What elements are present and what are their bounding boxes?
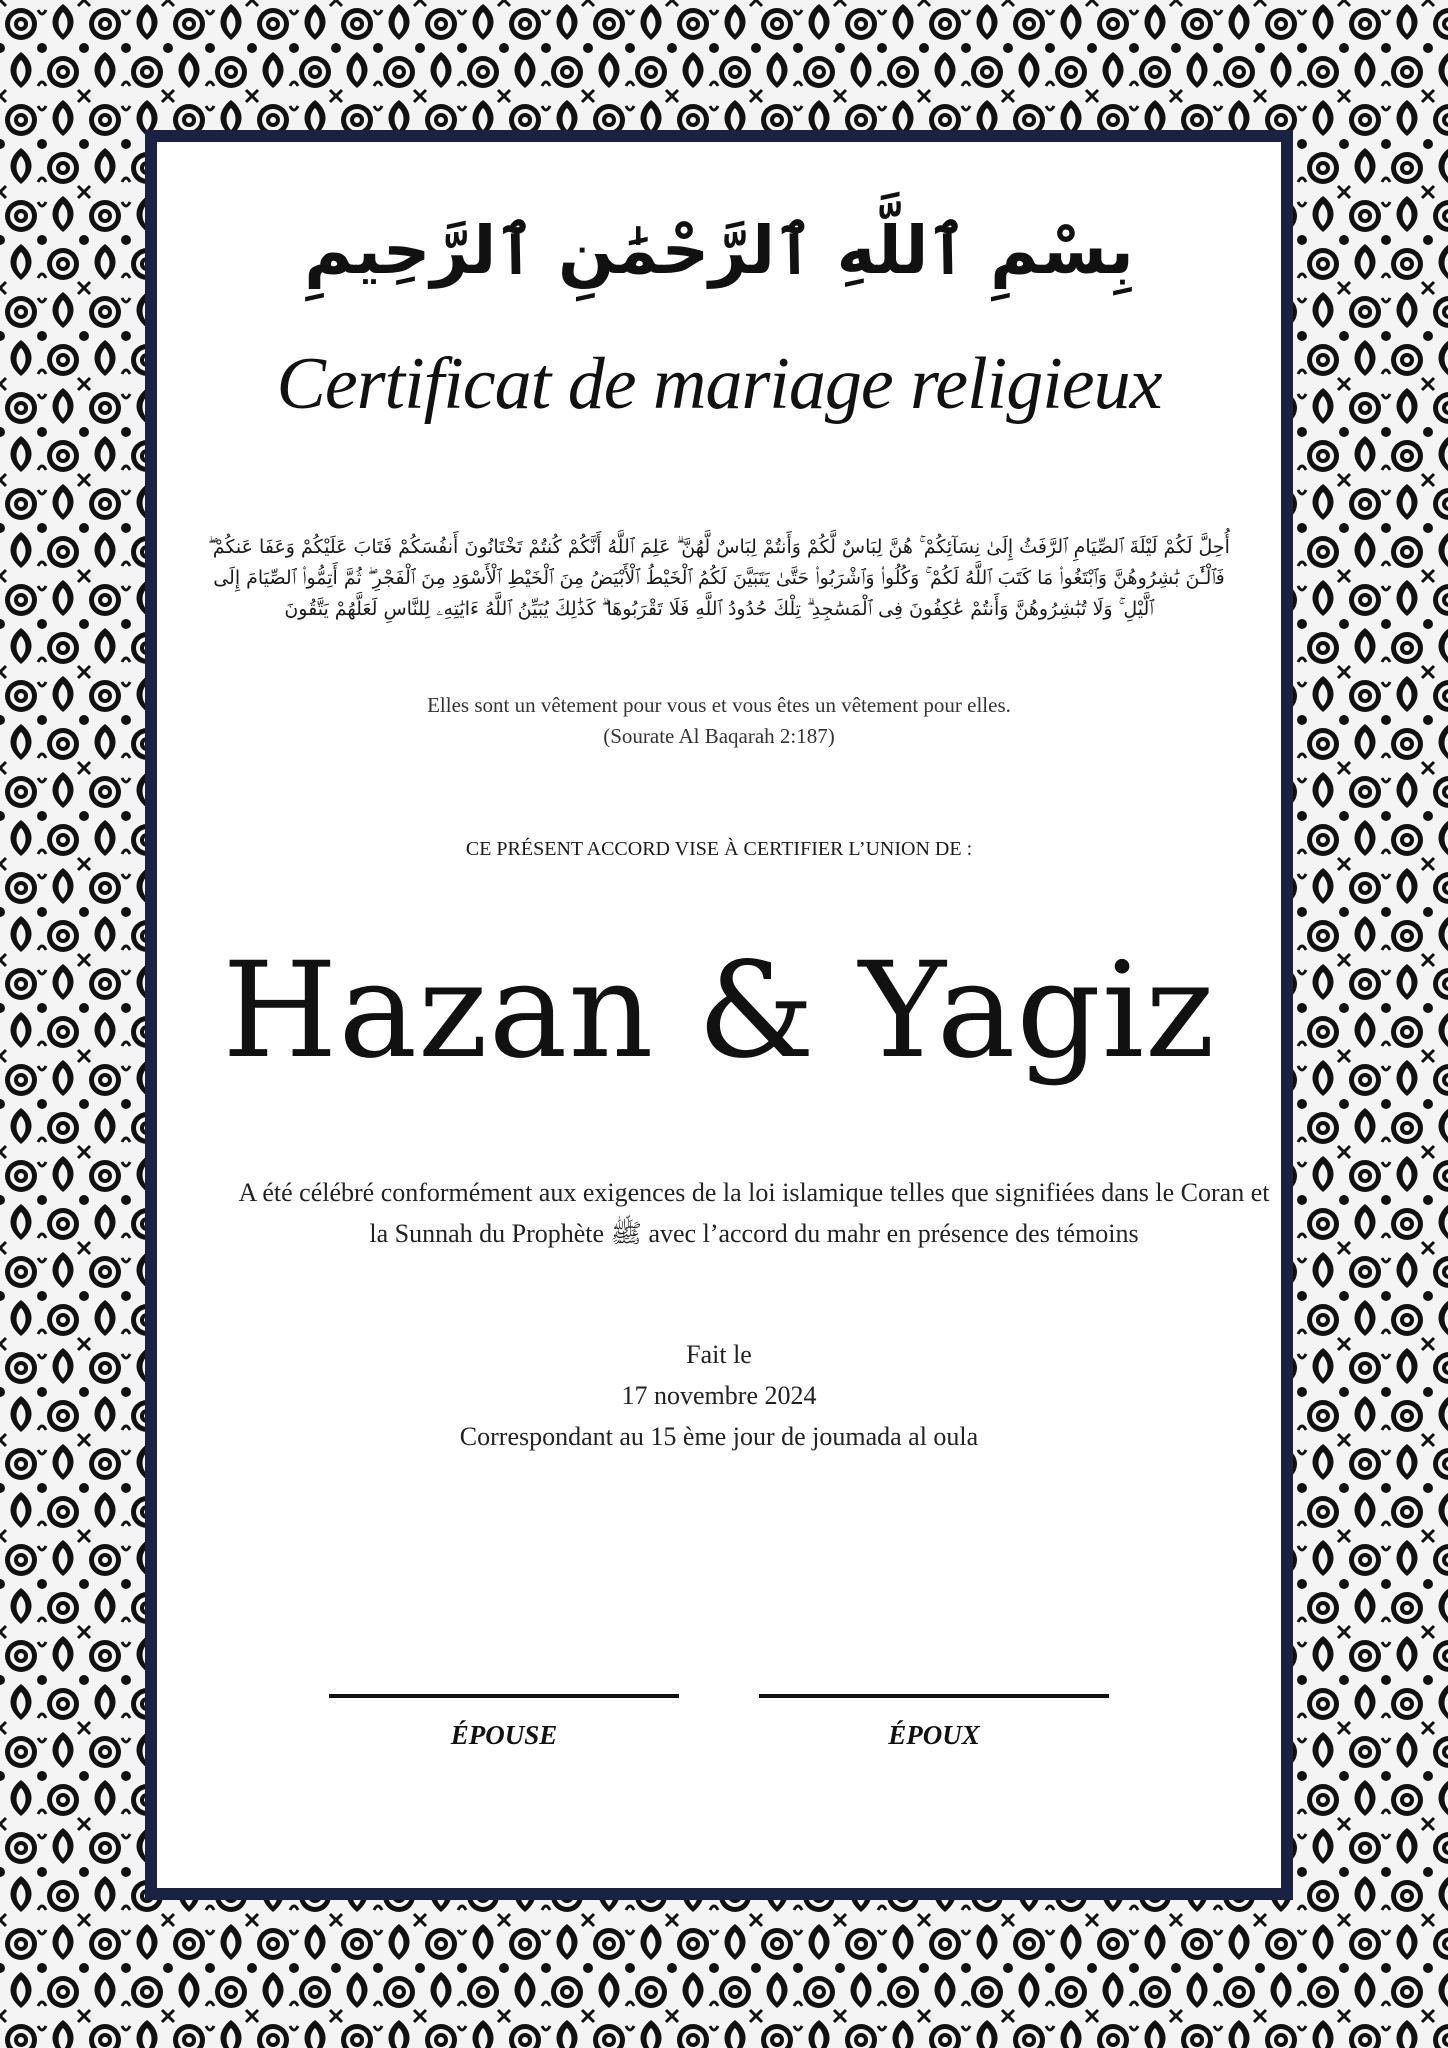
bride-signature-label: ÉPOUSE (450, 1720, 558, 1750)
date-block (157, 1334, 1281, 1457)
certificate-title: Certificat de mariage religieux (276, 343, 1162, 425)
hijri-date: Correspondant au 15 ème jour de joumada al oula (459, 1422, 979, 1451)
ceremony-statement: A été célébré conformément aux exigences de la loi islamique telles que signifiées dans le Coran et la Sunnah du Prophète ﷺ avec l’accord du mahr en présence des témoins (238, 1178, 1270, 1248)
quran-verse-translation-block (157, 690, 1281, 752)
couple-names: Hazan & Yagiz (222, 934, 1216, 1088)
verse-translation: Elles sont un vêtement pour vous et vous êtes un vêtement pour elles. (427, 693, 1011, 717)
certificate-frame (145, 130, 1293, 1900)
groom-signature (759, 1694, 1109, 1751)
bride-signature-line (329, 1694, 679, 1698)
basmala-calligraphy: بِسْمِ ٱللَّهِ ٱلرَّحْمَٰنِ ٱلرَّحِيمِ (304, 212, 1134, 289)
union-lead-text: CE PRÉSENT ACCORD VISE À CERTIFIER L’UNION DE : (465, 838, 973, 860)
groom-signature-line (759, 1694, 1109, 1698)
gregorian-date: 17 novembre 2024 (621, 1381, 817, 1410)
verse-reference: (Sourate Al Baqarah 2:187) (603, 724, 835, 748)
bride-signature (329, 1694, 679, 1751)
groom-signature-label: ÉPOUX (888, 1720, 980, 1750)
quran-verse-arabic: أُحِلَّ لَكُمْ لَيْلَةَ ٱلصِّيَامِ ٱلرَّفَثُ إِلَىٰ نِسَآئِكُمْ ۚ هُنَّ لِبَاسٌ لَّكُمْ وَأَنتُمْ لِبَاسٌ لَّهُنَّ ۗ عَلِمَ ٱللَّهُ أَنَّكُمْ كُنتُمْ تَخْتَانُونَ أَنفُسَكُمْ فَتَابَ عَلَيْكُمْ وَعَفَا عَنكُمْ ۖ فَٱلْـَٰٔنَ بَٰشِرُوهُنَّ وَٱبْتَغُوا۟ مَا كَتَبَ ٱللَّهُ لَكُمْ ۚ وَكُلُوا۟ وَٱشْرَبُوا۟ حَتَّىٰ يَتَبَيَّنَ لَكُمُ ٱلْخَيْطُ ٱلْأَبْيَضُ مِنَ ٱلْخَيْطِ ٱلْأَسْوَدِ مِنَ ٱلْفَجْرِ ۖ ثُمَّ أَتِمُّوا۟ ٱلصِّيَامَ إِلَى ٱلَّيْلِ ۚ وَلَا تُبَٰشِرُوهُنَّ وَأَنتُمْ عَٰكِفُونَ فِى ٱلْمَسَٰجِدِ ۗ تِلْكَ حُدُودُ ٱللَّهِ فَلَا تَقْرَبُوهَا ۗ كَذَٰلِكَ يُبَيِّنُ ٱللَّهُ ءَايَٰتِهِۦ لِلنَّاسِ لَعَلَّهُمْ يَتَّقُونَ (208, 536, 1230, 620)
date-lead: Fait le (686, 1340, 752, 1369)
certificate-paper (157, 142, 1281, 1888)
